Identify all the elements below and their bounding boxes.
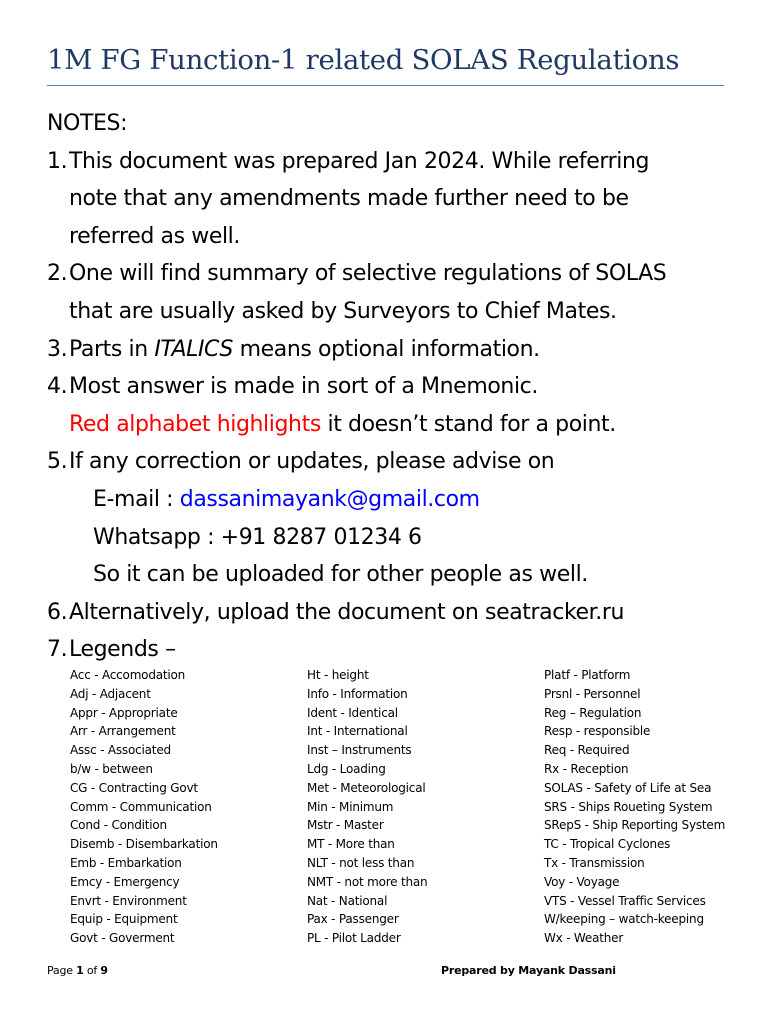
- note-text: Alternatively, upload the document on seatracker.ru: [69, 599, 625, 625]
- note-text-part: means optional information.: [232, 336, 540, 362]
- legend-entry: Int - International: [307, 724, 408, 739]
- legend-entry: Mstr - Master: [307, 818, 384, 833]
- legend-entry: Comm - Communication: [70, 799, 212, 814]
- note-number: 2.: [47, 261, 68, 287]
- legend-column-3: [544, 666, 750, 948]
- note-item-2: [47, 255, 747, 330]
- legend-entry: b/w - between: [70, 761, 153, 776]
- legend-entry: Platf - Platform: [544, 668, 631, 682]
- legend-entry: Min - Minimum: [307, 799, 394, 814]
- legend-entry: Met - Meteorological: [307, 780, 426, 795]
- email-label: E-mail :: [93, 486, 180, 512]
- legend-entry: Info - Information: [307, 686, 408, 701]
- note-text: Most answer is made in sort of a Mnemonic.: [69, 374, 538, 400]
- legend-entry: Ht - height: [307, 668, 369, 682]
- note-text: Legends –: [69, 637, 176, 663]
- notes-section: [47, 105, 747, 669]
- legend-entry: Adj - Adjacent: [70, 686, 151, 701]
- legend-entry: Wx - Weather: [544, 931, 624, 946]
- legend-entry: Ident - Identical: [307, 705, 398, 720]
- legend-entry: NLT - not less than: [307, 855, 415, 870]
- legend-entry: Rx - Reception: [544, 761, 629, 776]
- legend-entry: Nat - National: [307, 893, 388, 908]
- note-item-4: [47, 368, 747, 443]
- note-item-6: [47, 594, 747, 632]
- legend-entry: Appr - Appropriate: [70, 705, 178, 720]
- page-number: [47, 964, 108, 977]
- legend-table: [70, 666, 750, 948]
- whatsapp-line: Whatsapp : +91 8287 01234 6: [93, 524, 422, 550]
- note-item-3: [47, 331, 747, 369]
- note-number: 5.: [47, 449, 68, 475]
- note-text: referred as well.: [69, 223, 240, 249]
- legend-entry: Acc - Accomodation: [70, 668, 186, 682]
- note-number: 1.: [47, 148, 68, 174]
- note-text: [69, 406, 747, 444]
- note-text: This document was prepared Jan 2024. While referring: [69, 148, 650, 174]
- legend-entry: NMT - not more than: [307, 874, 428, 889]
- legend-entry: PL - Pilot Ladder: [307, 931, 401, 946]
- note-text: So it can be uploaded for other people as well.: [93, 562, 588, 588]
- legend-entry: Emb - Embarkation: [70, 855, 182, 870]
- legend-entry: Ldg - Loading: [307, 761, 386, 776]
- legend-entry: Req - Required: [544, 743, 630, 758]
- legend-column-1: [70, 666, 307, 948]
- email-line: [69, 481, 747, 519]
- italic-word: ITALICS: [154, 336, 233, 362]
- legend-entry: Cond - Condition: [70, 818, 167, 833]
- notes-heading: NOTES:: [47, 111, 128, 136]
- legend-entry: SRS - Ships Roueting System: [544, 799, 713, 814]
- note-item-1: [47, 143, 747, 256]
- legend-entry: Govt - Goverment: [70, 931, 175, 946]
- note-item-5: [47, 443, 747, 593]
- notes-list: [47, 143, 747, 669]
- legend-entry: CG - Contracting Govt: [70, 780, 198, 795]
- title-underline: [47, 85, 724, 86]
- legend-entry: TC - Tropical Cyclones: [544, 837, 671, 852]
- legend-entry: MT - More than: [307, 837, 395, 852]
- legend-entry: Resp - responsible: [544, 724, 651, 739]
- note-number: 3.: [47, 336, 68, 362]
- legend-entry: SRepS - Ship Reporting System: [544, 818, 726, 833]
- note-number: 7.: [47, 637, 68, 663]
- legend-entry: Inst – Instruments: [307, 743, 412, 758]
- legend-entry: Assc - Associated: [70, 743, 171, 758]
- note-number: 6.: [47, 599, 68, 625]
- red-highlight-text: Red alphabet highlights: [69, 411, 321, 437]
- note-text: If any correction or updates, please advise on: [69, 449, 555, 475]
- legend-entry: Tx - Transmission: [544, 855, 645, 870]
- note-text-part: it doesn’t stand for a point.: [320, 411, 616, 437]
- email-link[interactable]: dassanimayank@gmail.com: [179, 486, 480, 512]
- current-page: 1: [76, 964, 84, 977]
- legend-entry: Arr - Arrangement: [70, 724, 176, 739]
- note-text: One will find summary of selective regulations of SOLAS: [69, 261, 667, 287]
- legend-entry: Voy - Voyage: [544, 874, 620, 889]
- note-item-7: [47, 631, 747, 669]
- note-text: [69, 331, 747, 369]
- legend-column-2: [307, 666, 544, 948]
- legend-entry: VTS - Vessel Traffic Services: [544, 893, 706, 908]
- legend-entry: Envrt - Environment: [70, 893, 187, 908]
- legend-entry: Emcy - Emergency: [70, 874, 180, 889]
- legend-entry: Reg – Regulation: [544, 705, 642, 720]
- total-pages: 9: [100, 964, 108, 977]
- legend-entry: Pax - Passenger: [307, 912, 399, 927]
- document-title: 1M FG Function-1 related SOLAS Regulations: [47, 44, 680, 76]
- legend-entry: Disemb - Disembarkation: [70, 837, 218, 852]
- note-text: that are usually asked by Surveyors to Chief Mates.: [69, 298, 617, 324]
- note-text-part: Parts in: [69, 336, 155, 362]
- legend-entry: W/keeping – watch-keeping: [544, 912, 704, 927]
- prepared-by: Prepared by Mayank Dassani: [441, 964, 616, 977]
- legend-entry: Equip - Equipment: [70, 912, 178, 927]
- note-number: 4.: [47, 374, 68, 400]
- of-word: of: [83, 964, 101, 977]
- page-word: Page: [47, 964, 77, 977]
- legend-entry: SOLAS - Safety of Life at Sea: [544, 780, 712, 795]
- legend-entry: Prsnl - Personnel: [544, 686, 641, 701]
- note-text: note that any amendments made further need to be: [69, 186, 629, 212]
